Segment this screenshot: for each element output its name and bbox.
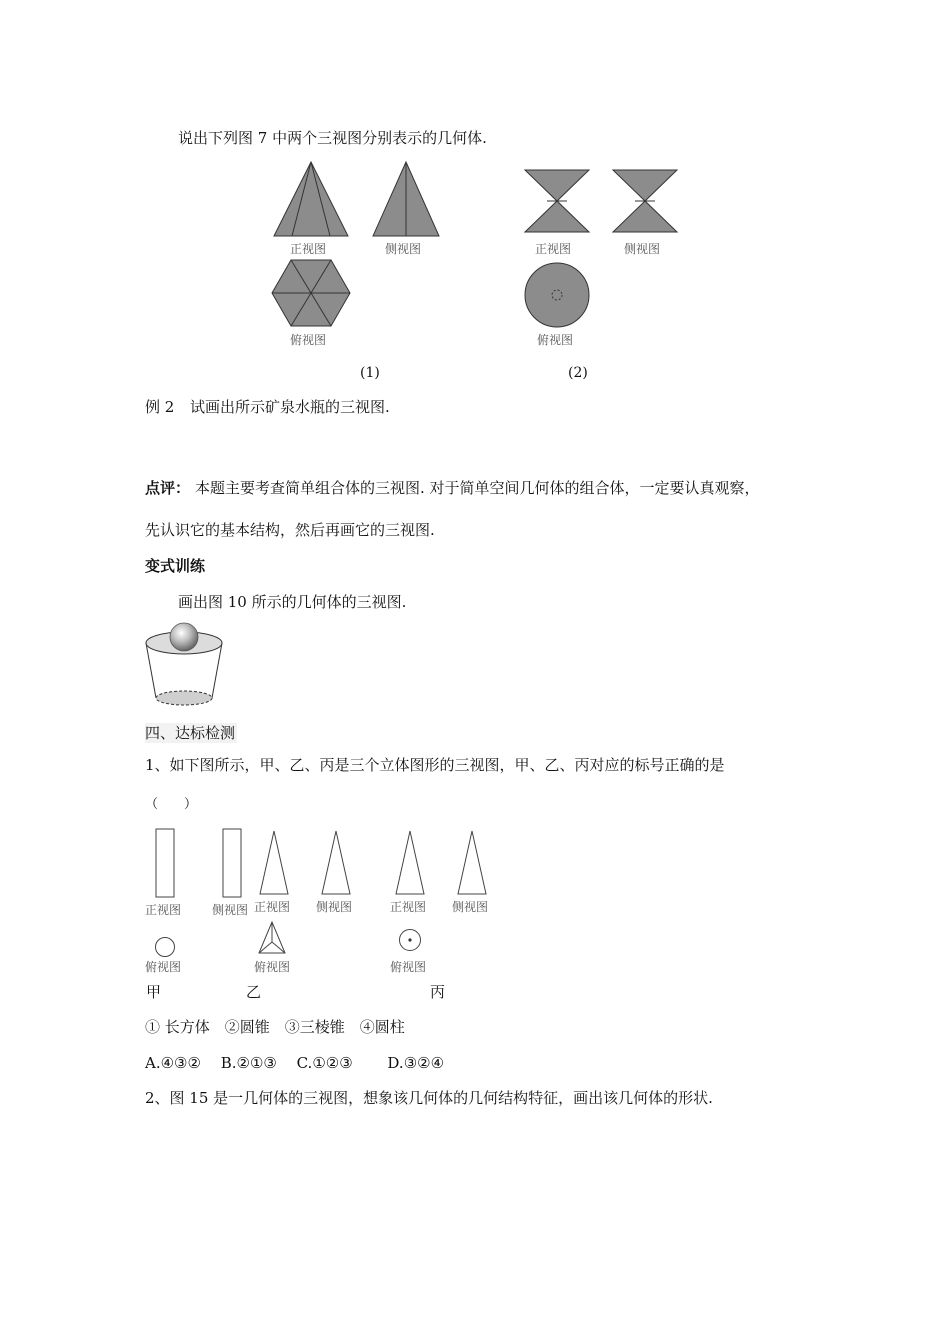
bing-front-caption: 正视图 [390,900,427,914]
fig1-top-view [270,258,352,328]
variant-text: 画出图 10 所示的几何体的三视图. [178,593,407,611]
fig2-top-caption: 俯视图 [537,333,574,347]
jia-front-view [155,828,175,898]
jia-side-view [222,828,242,898]
yi-front-caption: 正视图 [254,900,291,914]
q1-text: 1、如下图所示，甲、乙、丙是三个立体图形的三视图，甲、乙、丙对应的标号正确的是 [145,756,725,774]
yi-side-caption: 侧视图 [316,900,353,914]
yi-top-caption: 俯视图 [254,960,291,974]
fig1-side-view [370,160,442,238]
q1-options-line: ① 长方体 ②圆锥 ③三棱锥 ④圆柱 [145,1018,405,1036]
fig2-top-view [524,262,590,328]
fig2-front-caption: 正视图 [535,242,572,256]
fig2-side-view [612,168,678,234]
jia-top-caption: 俯视图 [145,960,182,974]
yi-front-view [258,830,290,896]
comment-line1: 本题主要考查简单组合体的三视图. 对于简单空间几何体的组合体，一定要认真观察， [195,479,760,497]
example2-label: 例 2 [145,398,175,416]
label-jia: 甲 [146,983,162,1001]
variant-heading: 变式训练 [145,557,206,575]
fig1-label: (1) [360,365,380,381]
yi-top-view [257,920,287,956]
jia-top-view [154,936,176,958]
intro-text: 说出下列图 7 中两个三视图分别表示的几何体. [178,129,487,147]
q1-paren: （ ） [145,797,198,812]
bing-side-view [456,830,488,896]
bing-top-view [398,928,422,952]
comment-line2: 先认识它的基本结构，然后再画它的三视图. [145,521,435,539]
bing-side-caption: 侧视图 [452,900,489,914]
fig1-front-view [270,160,352,238]
q2-text: 2、图 15 是一几何体的三视图，想象该几何体的几何结构特征，画出该几何体的形状. [145,1089,713,1107]
fig2-front-view [524,168,590,234]
q1-choices: A.④③② B.②①③ C.①②③ D.③②④ [145,1054,445,1072]
label-yi: 乙 [246,983,262,1001]
fig2-label: (2) [568,365,588,381]
section4-heading: 四、达标检测 [145,724,236,742]
fig1-top-caption: 俯视图 [290,333,327,347]
fig10-solid [143,620,225,710]
fig1-side-caption: 侧视图 [385,242,422,256]
jia-front-caption: 正视图 [145,903,182,917]
bing-front-view [394,830,426,896]
bing-top-caption: 俯视图 [390,960,427,974]
fig1-front-caption: 正视图 [290,242,327,256]
label-bing: 丙 [430,983,446,1001]
comment-label: 点评： [145,479,191,497]
yi-side-view [320,830,352,896]
fig2-side-caption: 侧视图 [624,242,661,256]
jia-side-caption: 侧视图 [212,903,249,917]
example2-text: 试画出所示矿泉水瓶的三视图. [190,398,390,416]
